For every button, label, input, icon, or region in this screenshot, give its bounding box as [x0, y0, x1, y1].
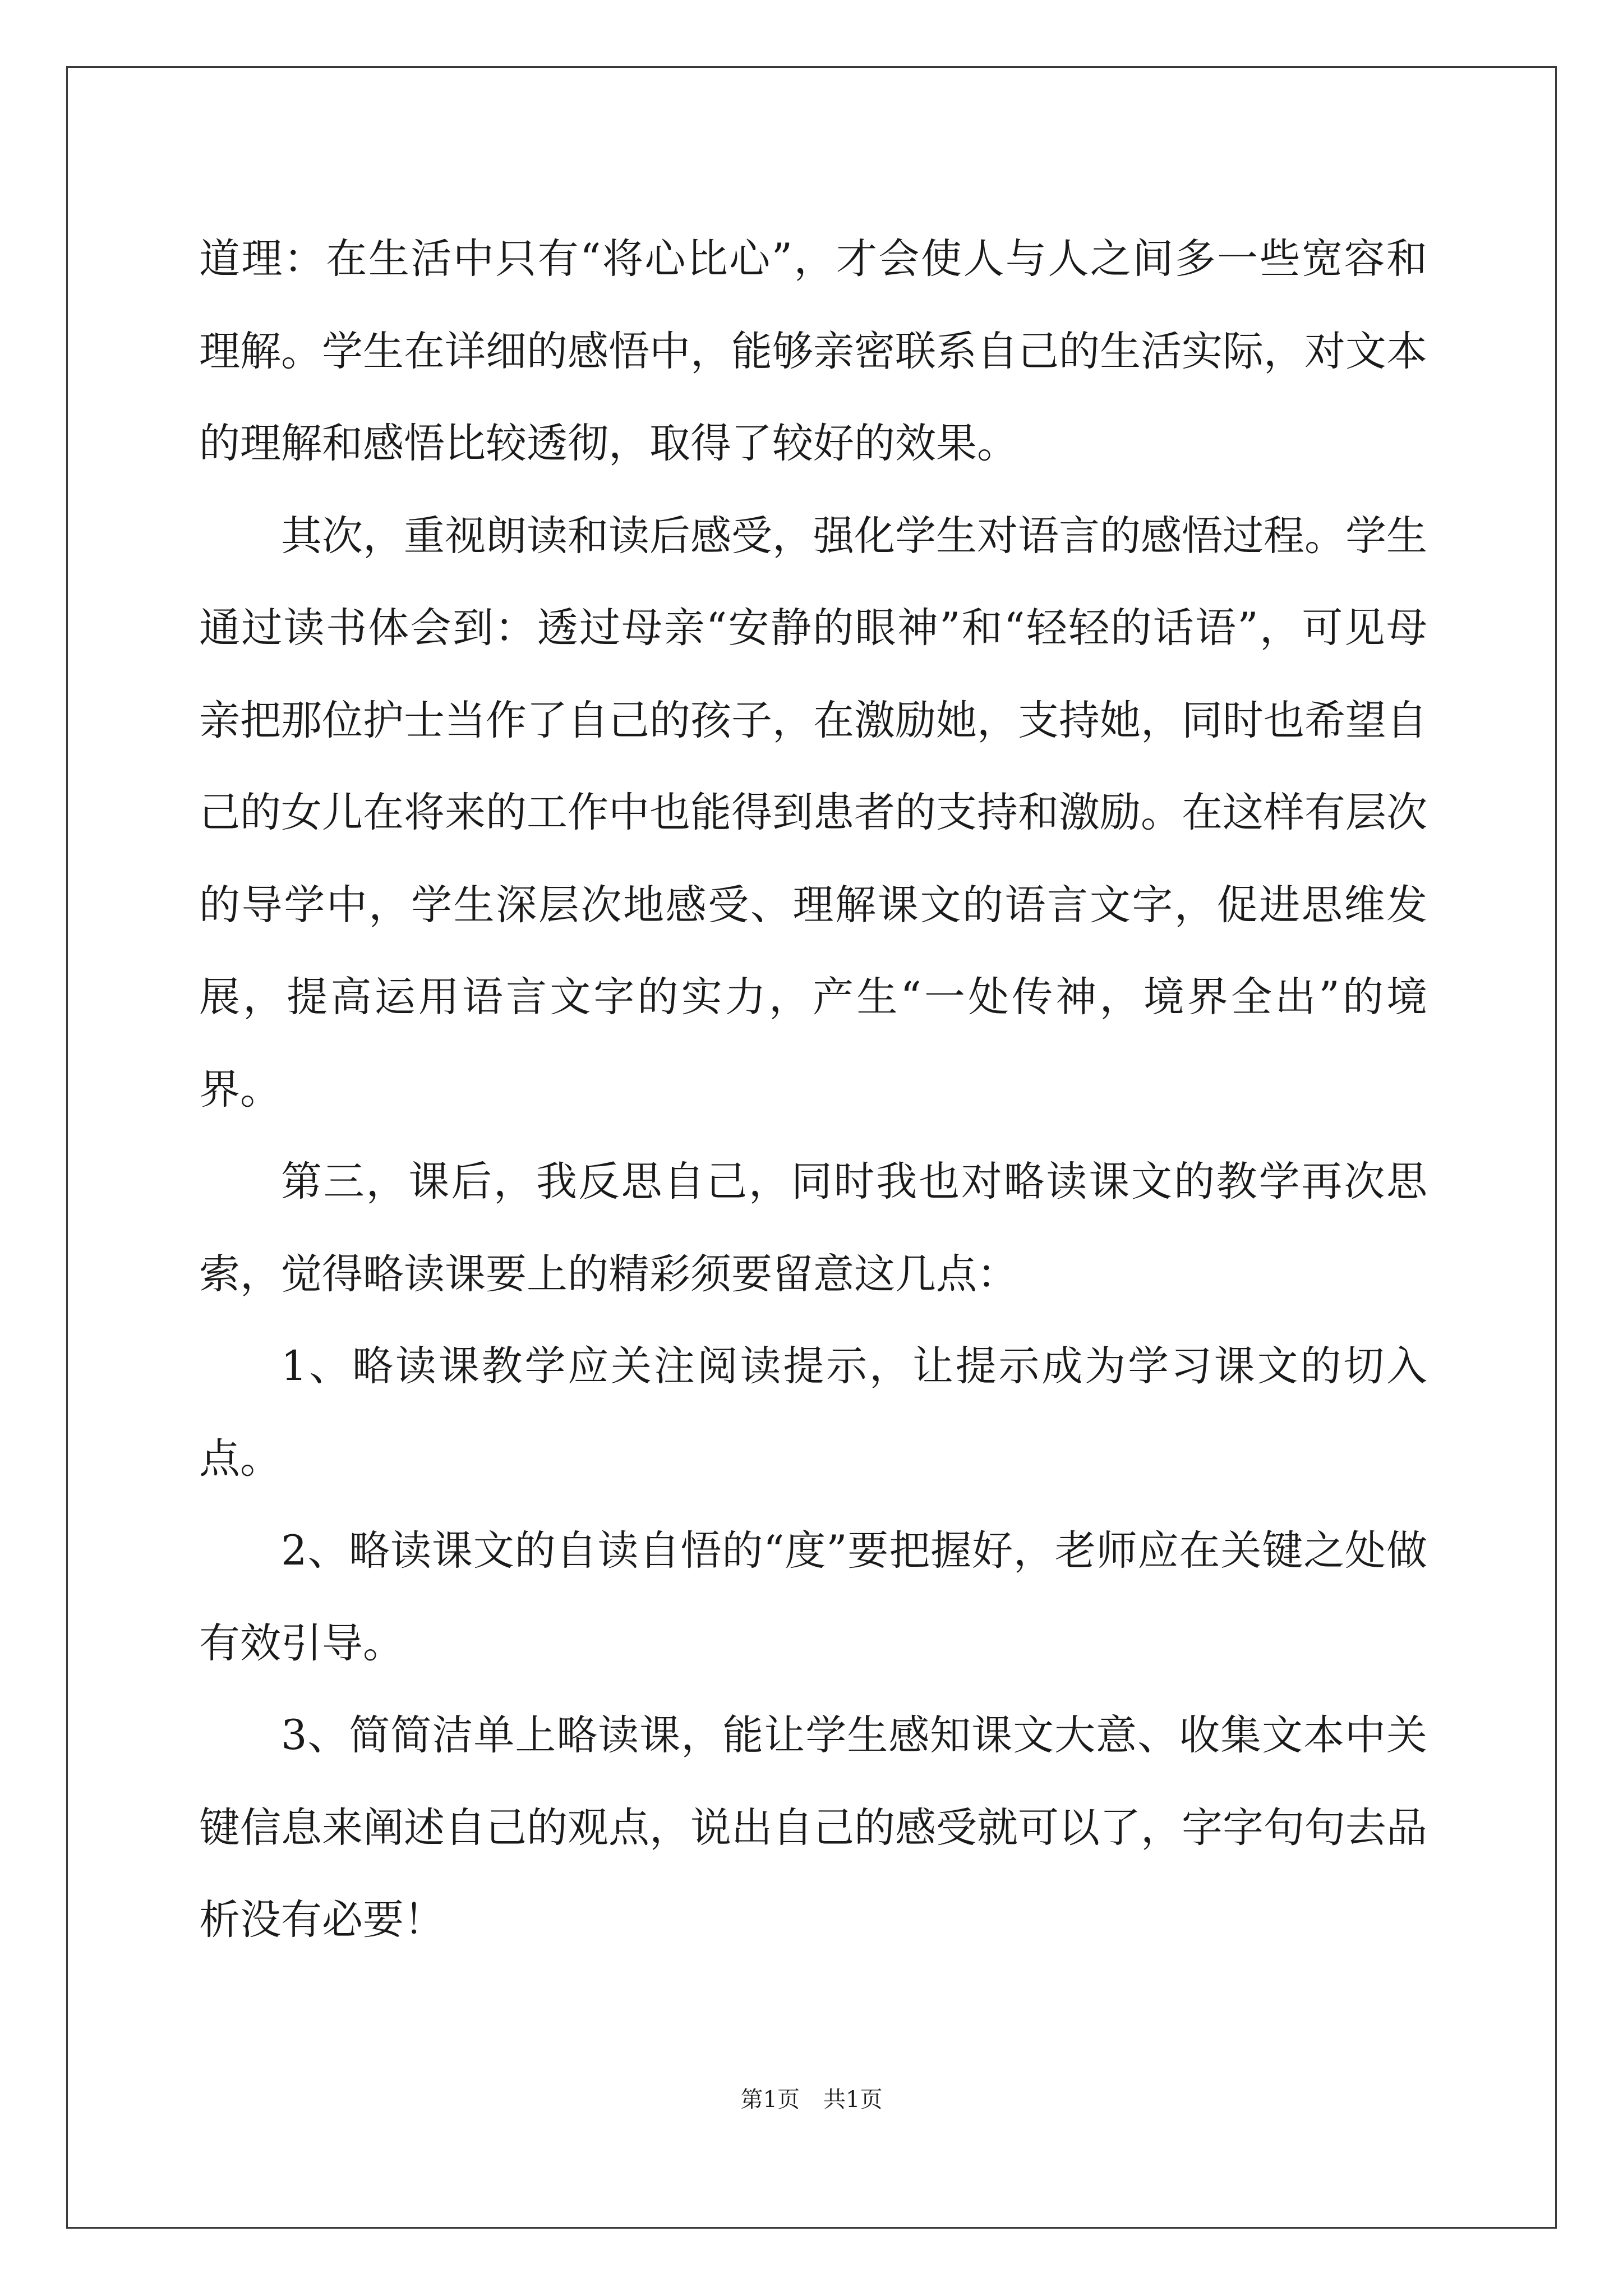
- paragraph-5: 2、略读课文的自读自悟的“度”要把握好，老师应在关键之处做有效引导。: [199, 1527, 1427, 1667]
- page-total: 共1页: [823, 2087, 883, 2113]
- paragraph-6: 3、简简洁单上略读课，能让学生感知课文大意、收集文本中关键信息来阐述自己的观点，说出自己的感受就可以了，字字句句去品析没有必要！: [199, 1711, 1427, 1944]
- document-body: [199, 213, 1427, 1967]
- paragraph-4: 1、略读课教学应关注阅读提示，让提示成为学习课文的切入点。: [199, 1342, 1427, 1483]
- paragraph-1: 道理：在生活中只有“将心比心”，才会使人与人之间多一些宽容和理解。学生在详细的感悟中，能够亲密联系自己的生活实际，对文本的理解和感悟比较透彻，取得了较好的效果。: [199, 235, 1427, 467]
- paragraph-3: 第三，课后，我反思自己，同时我也对略读课文的教学再次思索，觉得略读课要上的精彩须要留意这几点：: [199, 1158, 1427, 1298]
- page-number: 第1页: [740, 2087, 800, 2113]
- page-footer: [0, 2086, 1623, 2114]
- paragraph-2: 其次，重视朗读和读后感受，强化学生对语言的感悟过程。学生通过读书体会到：透过母亲“安静的眼神”和“轻轻的话语”，可见母亲把那位护士当作了自己的孩子，在激励她，支持她，同时也希望自己的女儿在将来的工作中也能得到患者的支持和激励。在这样有层次的导学中，学生深层次地感受、理解课文的语言文字，促进思维发展，提高运用语言文字的实力，产生“一处传神，境界全出”的境界。: [199, 512, 1427, 1114]
